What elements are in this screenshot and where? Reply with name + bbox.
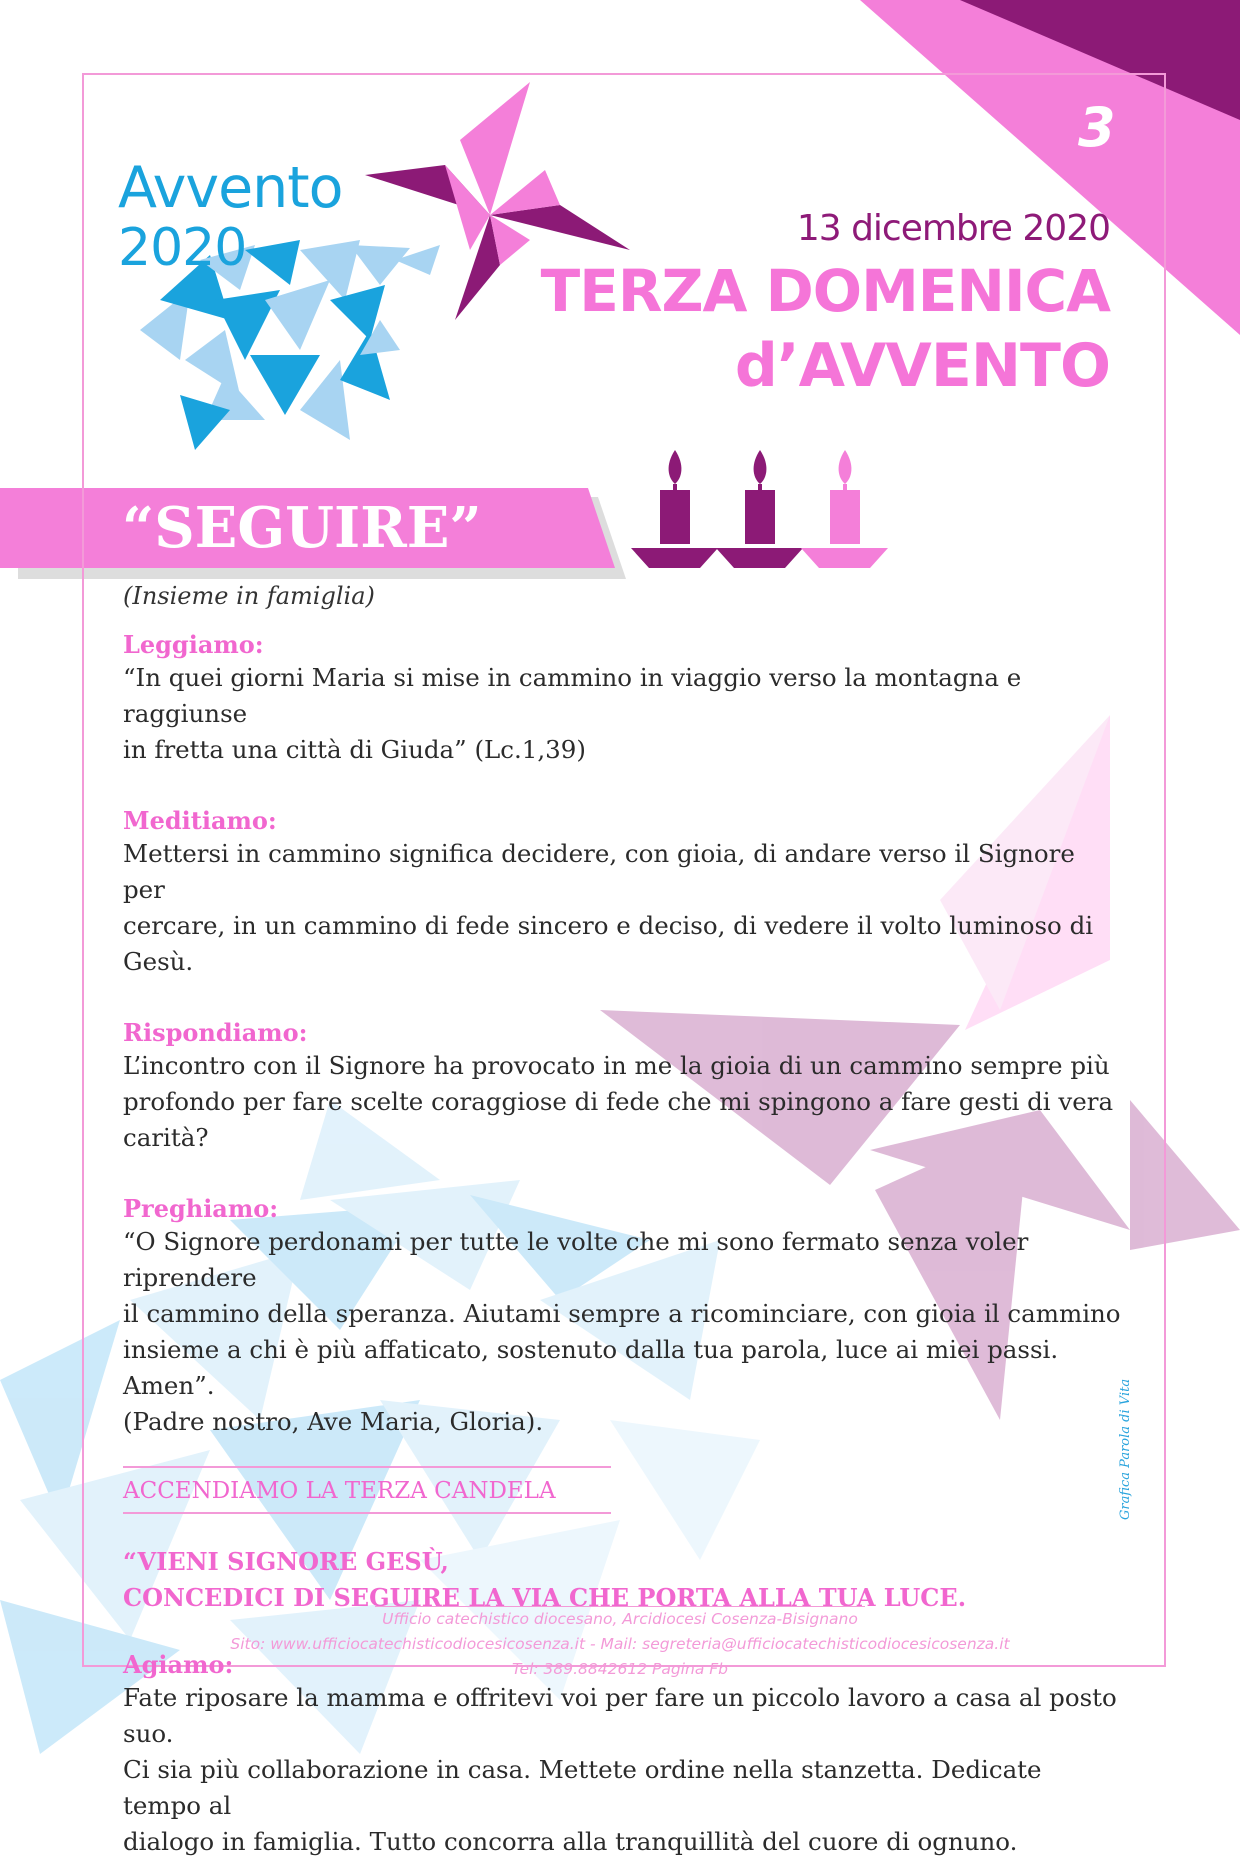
footer-contacts: Sito: www.ufficiocatechisticodiocesicosenza.it - Mail: segreteria@ufficiocatechisticodiocesicosenza.it: [230, 1635, 1010, 1653]
graphics-credit: Grafica Parola di Vita: [1118, 1378, 1133, 1520]
rispondiamo-line: profondo per fare scelte coraggiose di fede che mi spingono a fare gesti di vera carità?: [123, 1087, 1114, 1152]
logo-word: Avvento: [118, 155, 343, 221]
theme-label: “SEGUIRE”: [122, 495, 482, 561]
leggiamo-line: in fretta una città di Giuda” (Lc.1,39): [123, 735, 586, 764]
meditiamo-line: cercare, in un cammino di fede sincero e deciso, di vedere il volto luminoso di Gesù.: [123, 911, 1094, 976]
agiamo-line: Ci sia più collaborazione in casa. Mettete ordine nella stanzetta. Dedicate tempo al: [123, 1755, 1042, 1820]
logo-year: 2020: [118, 218, 247, 278]
footer-office: Ufficio catechistico diocesano, Arcidiocesi Cosenza-Bisignano: [382, 1610, 858, 1628]
section-heading-agiamo: Agiamo:: [123, 1650, 234, 1679]
section-heading-candela: ACCENDIAMO LA TERZA CANDELA: [123, 1466, 611, 1514]
page-title-line1: TERZA DOMENICA: [540, 257, 1110, 325]
section-heading-preghiamo: Preghiamo:: [123, 1194, 279, 1223]
agiamo-line: dialogo in famiglia. Tutto concorra alla tranquillità del cuore di ognuno.: [123, 1827, 1018, 1856]
agiamo-line: Fate riposare la mamma e offritevi voi per fare un piccolo lavoro a casa al posto suo.: [123, 1683, 1117, 1748]
candela-prayer-line: “VIENI SIGNORE GESÙ,: [123, 1547, 449, 1576]
page-number: 3: [1078, 96, 1116, 159]
footer-phone: Tel: 389.8842612 Pagina Fb: [511, 1660, 728, 1678]
section-heading-leggiamo: Leggiamo:: [123, 630, 264, 659]
preghiamo-line: “O Signore perdonami per tutte le volte che mi sono fermato senza voler riprendere: [123, 1227, 1029, 1292]
preghiamo-line: insieme a chi è più affaticato, sostenuto dalla tua parola, luce ai miei passi. Amen”.: [123, 1335, 1059, 1400]
section-heading-rispondiamo: Rispondiamo:: [123, 1018, 308, 1047]
candela-prayer-line: CONCEDICI DI SEGUIRE LA VIA CHE PORTA ALLA TUA LUCE.: [123, 1583, 967, 1612]
preghiamo-line: il cammino della speranza. Aiutami sempre a ricominciare, con gioia il cammino: [123, 1299, 1121, 1328]
section-heading-meditiamo: Meditiamo:: [123, 806, 277, 835]
footer: [0, 1606, 1240, 1682]
preghiamo-line: (Padre nostro, Ave Maria, Gloria).: [123, 1407, 544, 1436]
theme-subtitle: (Insieme in famiglia): [123, 582, 375, 610]
header-date: 13 dicembre 2020: [796, 208, 1110, 249]
rispondiamo-line: L’incontro con il Signore ha provocato in me la gioia di un cammino sempre più: [123, 1051, 1110, 1080]
meditiamo-line: Mettersi in cammino significa decidere, con gioia, di andare verso il Signore per: [123, 839, 1075, 904]
leggiamo-line: “In quei giorni Maria si mise in cammino in viaggio verso la montagna e raggiunse: [123, 663, 1022, 728]
page-title-line2: d’AVVENTO: [734, 331, 1110, 401]
